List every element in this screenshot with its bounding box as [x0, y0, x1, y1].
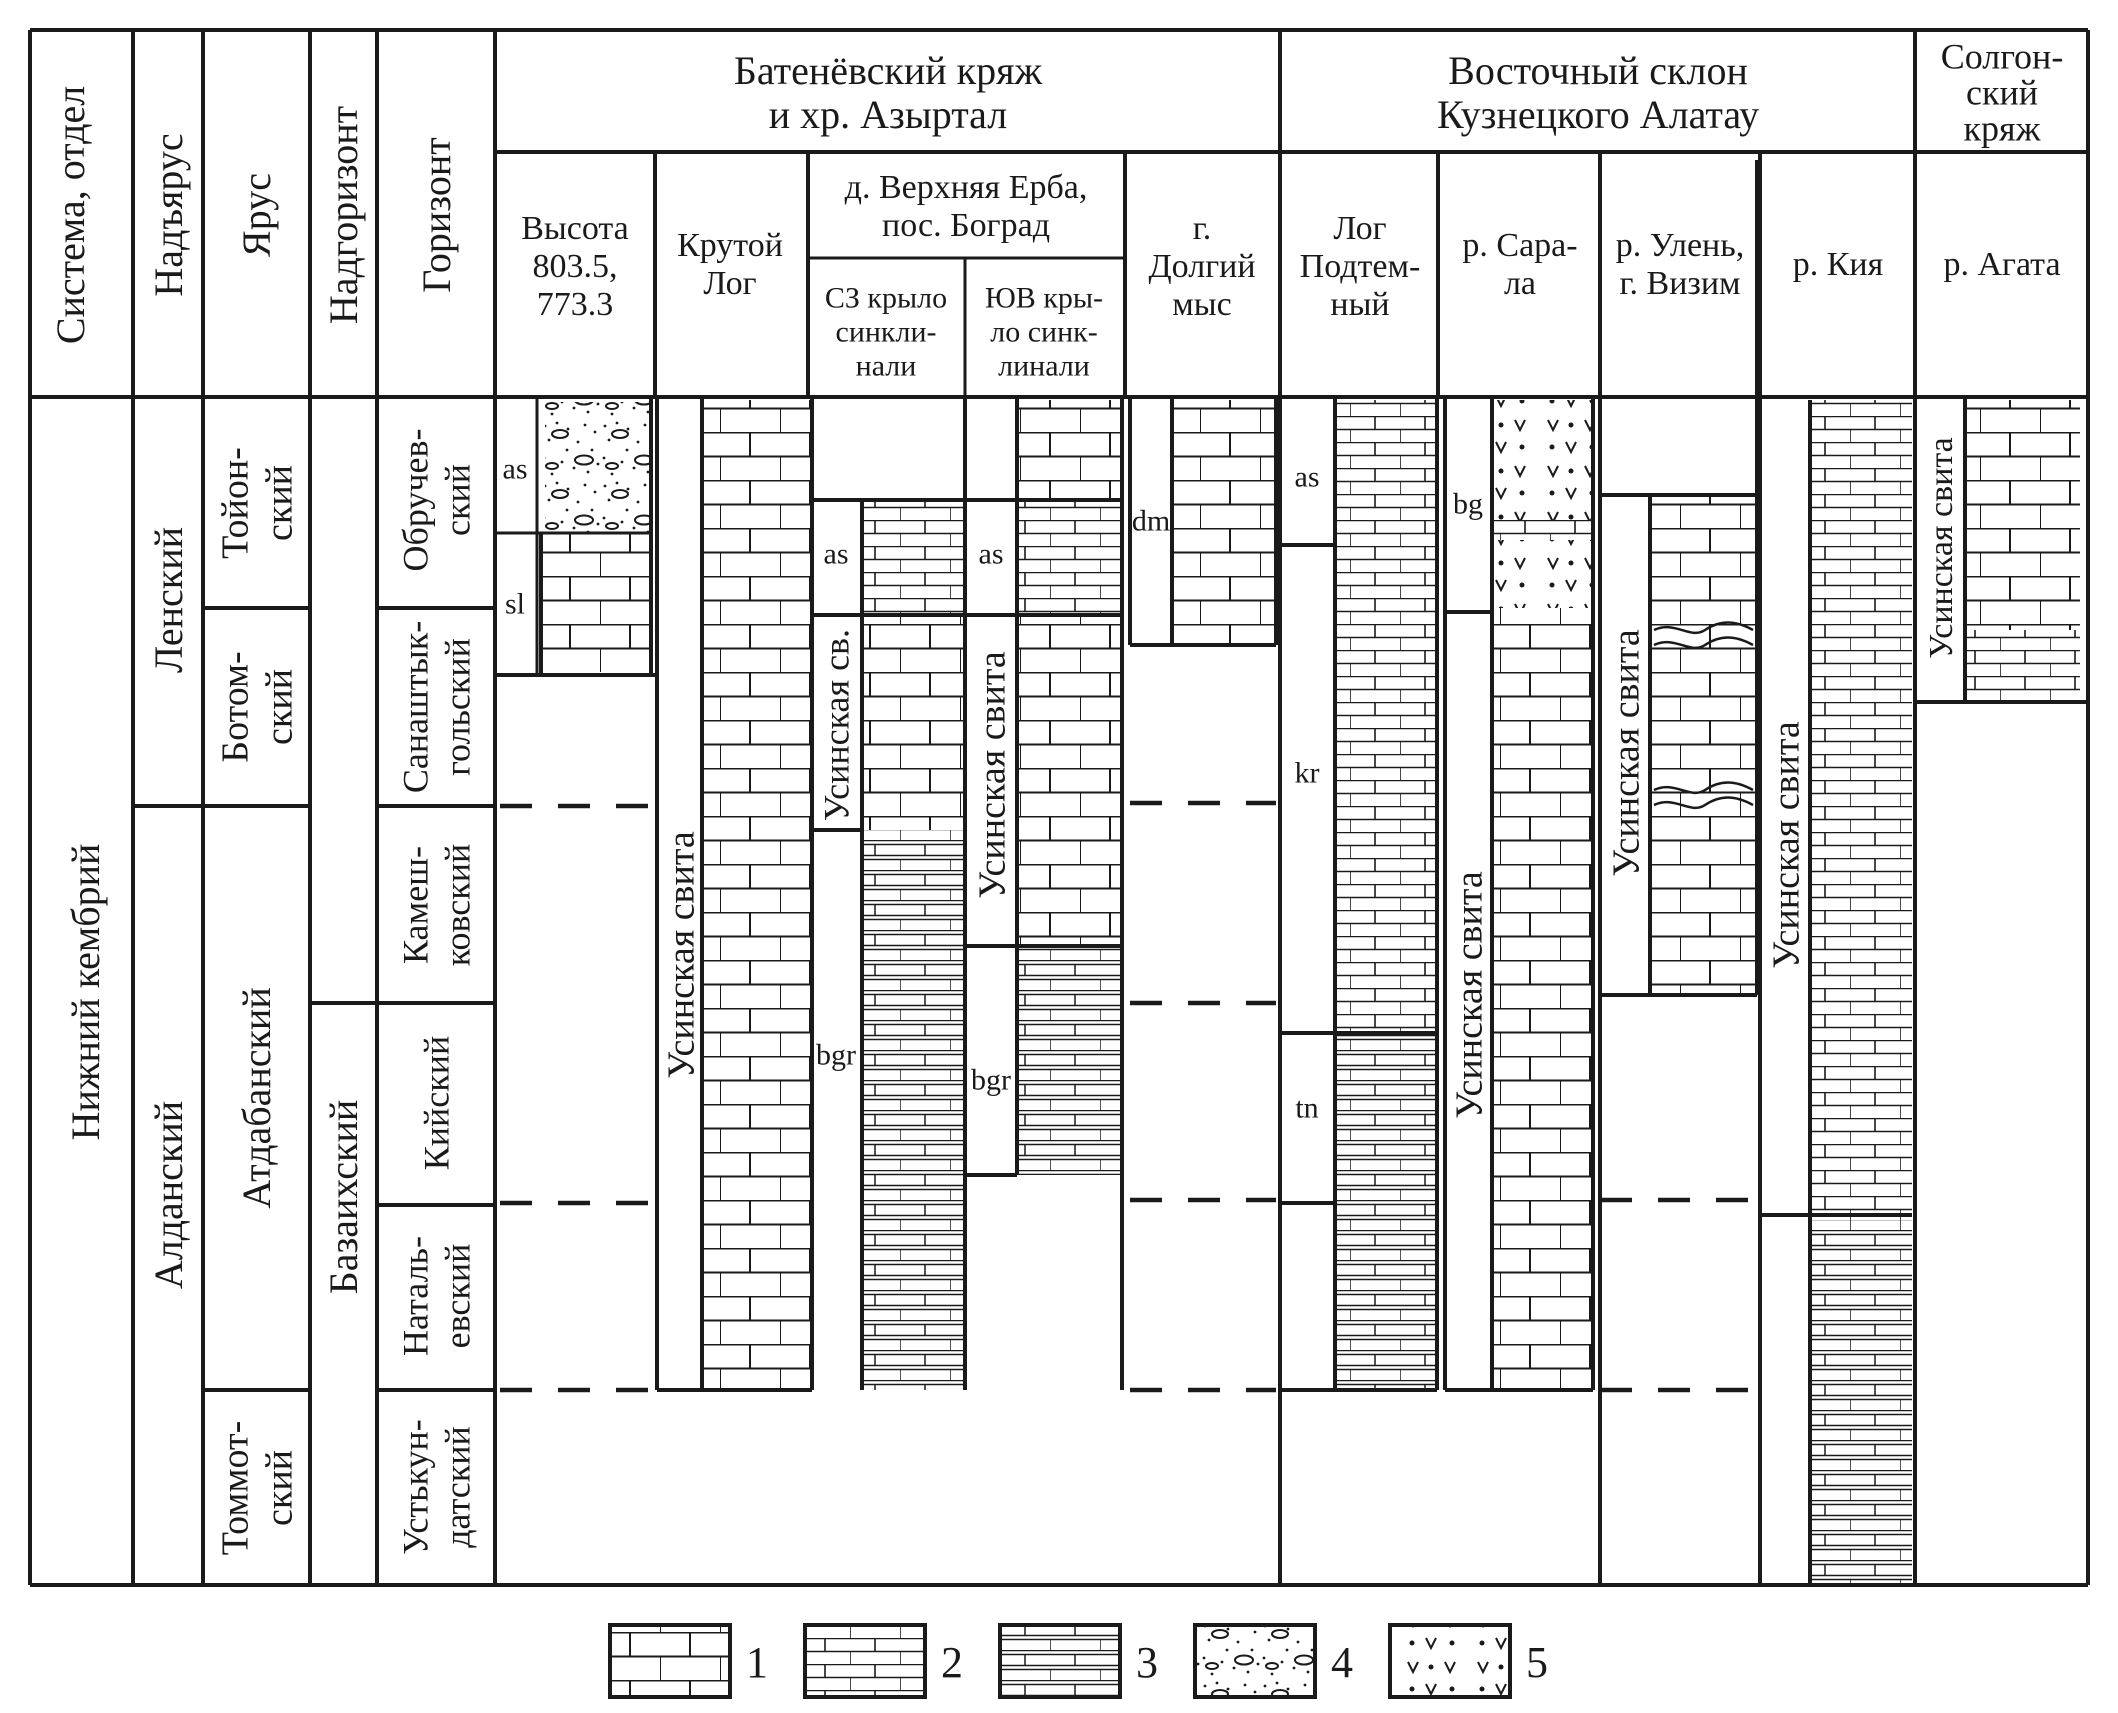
legend-number: 4 [1331, 1638, 1353, 1687]
legend-swatch-limestone [610, 1625, 730, 1697]
unit-usinsk-sarala: Усинская свита [1448, 871, 1491, 1119]
col-header-superhorizon: Надгоризонт [321, 105, 366, 325]
section-kiya: р. Кия [1792, 245, 1884, 283]
section-krutoy-log: Крутой Лог [677, 226, 783, 302]
superstage-lena: Ленский [146, 526, 191, 674]
legend-swatch-volcanic [1390, 1625, 1510, 1697]
limestone-block [1650, 497, 1757, 995]
col-header-horizon: Горизонт [414, 137, 459, 293]
section-ulen: р. Улень, г. Визим [1615, 226, 1745, 302]
unit-bgr: bgr [971, 1063, 1011, 1097]
section-podtemny: Лог Подтем-ный [1299, 209, 1421, 323]
unit-dm: dm [1131, 504, 1171, 538]
limestone-block [1492, 608, 1593, 1390]
unit-as: as [502, 452, 528, 486]
superstage-aldan: Алданский [146, 1100, 191, 1290]
col-header-system: Система, отдел [48, 85, 93, 345]
legend-number: 5 [1526, 1638, 1548, 1687]
legend-number: 3 [1136, 1638, 1158, 1687]
legend-swatch-thin-limestone [805, 1625, 925, 1697]
section-yuv-wing: ЮВ кры-ло синк-линали [984, 281, 1104, 383]
legend-number: 2 [941, 1638, 963, 1687]
limestone-block [862, 500, 965, 615]
section-agata: р. Агата [1943, 245, 2061, 283]
legend-item-4 [1195, 1625, 1353, 1697]
limestone-block [862, 615, 965, 830]
unit-as: as [823, 537, 849, 571]
legend-swatch-dolomitic-limestone [1000, 1625, 1120, 1697]
section-erba: д. Верхняя Ерба, пос. Боград [844, 168, 1088, 244]
section-vysota: Высота 803.5, 773.3 [521, 209, 629, 323]
dolomitic-limestone-block [1810, 1220, 1912, 1585]
legend-item-5 [1390, 1625, 1548, 1697]
horizon-ustkun: Устькун-датский [395, 1419, 478, 1555]
superhorizon-bazaikh: Базаихский [321, 1099, 366, 1295]
legend-number: 1 [746, 1638, 768, 1687]
stage-tommot: Томмот-ский [214, 1420, 301, 1556]
horizon-kiy: Кийский [416, 1035, 457, 1171]
limestone-block [1172, 400, 1276, 645]
limestone-block [1810, 400, 1912, 1220]
limestone-block [1017, 615, 1122, 946]
lithology-fills [541, 400, 2080, 1585]
unit-sl: sl [504, 587, 526, 621]
limestone-block [702, 400, 813, 1390]
unit-tn: tn [1295, 1091, 1319, 1125]
unit-kr: kr [1294, 756, 1320, 790]
limestone-block [1965, 630, 2080, 702]
volcanic-block [1492, 400, 1593, 520]
limestone-block [1965, 400, 2080, 630]
unit-usinsk-sz: Усинская св. [816, 628, 857, 822]
limestone-block [1335, 400, 1437, 1033]
limestone-block [1017, 500, 1122, 615]
unit-bgr: bgr [816, 1038, 856, 1072]
region-solgon: Солгон-ский кряж [1940, 36, 2064, 149]
volcanic-block [1492, 540, 1593, 608]
limestone-block [1492, 520, 1593, 540]
limestone-block [1017, 400, 1122, 500]
legend-swatch-conglomerate [1195, 1625, 1315, 1697]
stage-toyon: Тойон-ский [214, 447, 301, 559]
legend [610, 1625, 1548, 1697]
col-header-stage: Ярус [234, 173, 279, 257]
legend-item-3 [1000, 1625, 1158, 1697]
unit-as: as [978, 537, 1004, 571]
dolomitic-limestone-block [1017, 946, 1122, 1175]
horizon-natalev: Наталь-евский [395, 1236, 478, 1356]
section-sarala: р. Сара-ла [1462, 226, 1578, 302]
col-header-superstage: Надъярус [146, 133, 191, 297]
unit-usinsk-kiya: Усинская свита [1765, 721, 1808, 969]
section-dolgiy-mys: г. Долгий мыс [1148, 209, 1256, 323]
legend-item-2 [805, 1625, 963, 1697]
stage-botom: Ботом-ский [214, 651, 301, 763]
unit-usinsk-ulen: Усинская свита [1605, 629, 1648, 877]
section-sz-wing: СЗ крыло синкли-нали [824, 281, 948, 383]
stage-atdaban: Атдабанский [234, 987, 279, 1209]
dolomitic-limestone-block [862, 830, 965, 1390]
conglomerate-block [545, 402, 651, 532]
region-kuznetsk: Восточный склон Кузнецкого Алатау [1436, 48, 1760, 137]
unit-usinsk-yuv: Усинская свита [971, 651, 1014, 899]
unit-usinsk-krutoy: Усинская свита [660, 831, 703, 1079]
unit-usinsk-agata: Усинская свита [1922, 437, 1960, 659]
horizon-sanashtyk: Санаштык-гольский [395, 620, 478, 794]
limestone-block [541, 533, 651, 672]
system-lower-cambrian: Нижний кембрий [63, 843, 108, 1141]
dolomitic-limestone-block [1335, 1033, 1437, 1390]
region-batenevsky: Батенёвский кряж и хр. Азыртал [733, 48, 1043, 137]
unit-as: as [1294, 460, 1320, 494]
horizon-kameshk: Камеш-ковский [395, 843, 478, 967]
legend-item-1 [610, 1625, 768, 1697]
horizon-obruchev: Обручев-ский [395, 428, 478, 572]
unit-bg: bg [1453, 487, 1483, 521]
